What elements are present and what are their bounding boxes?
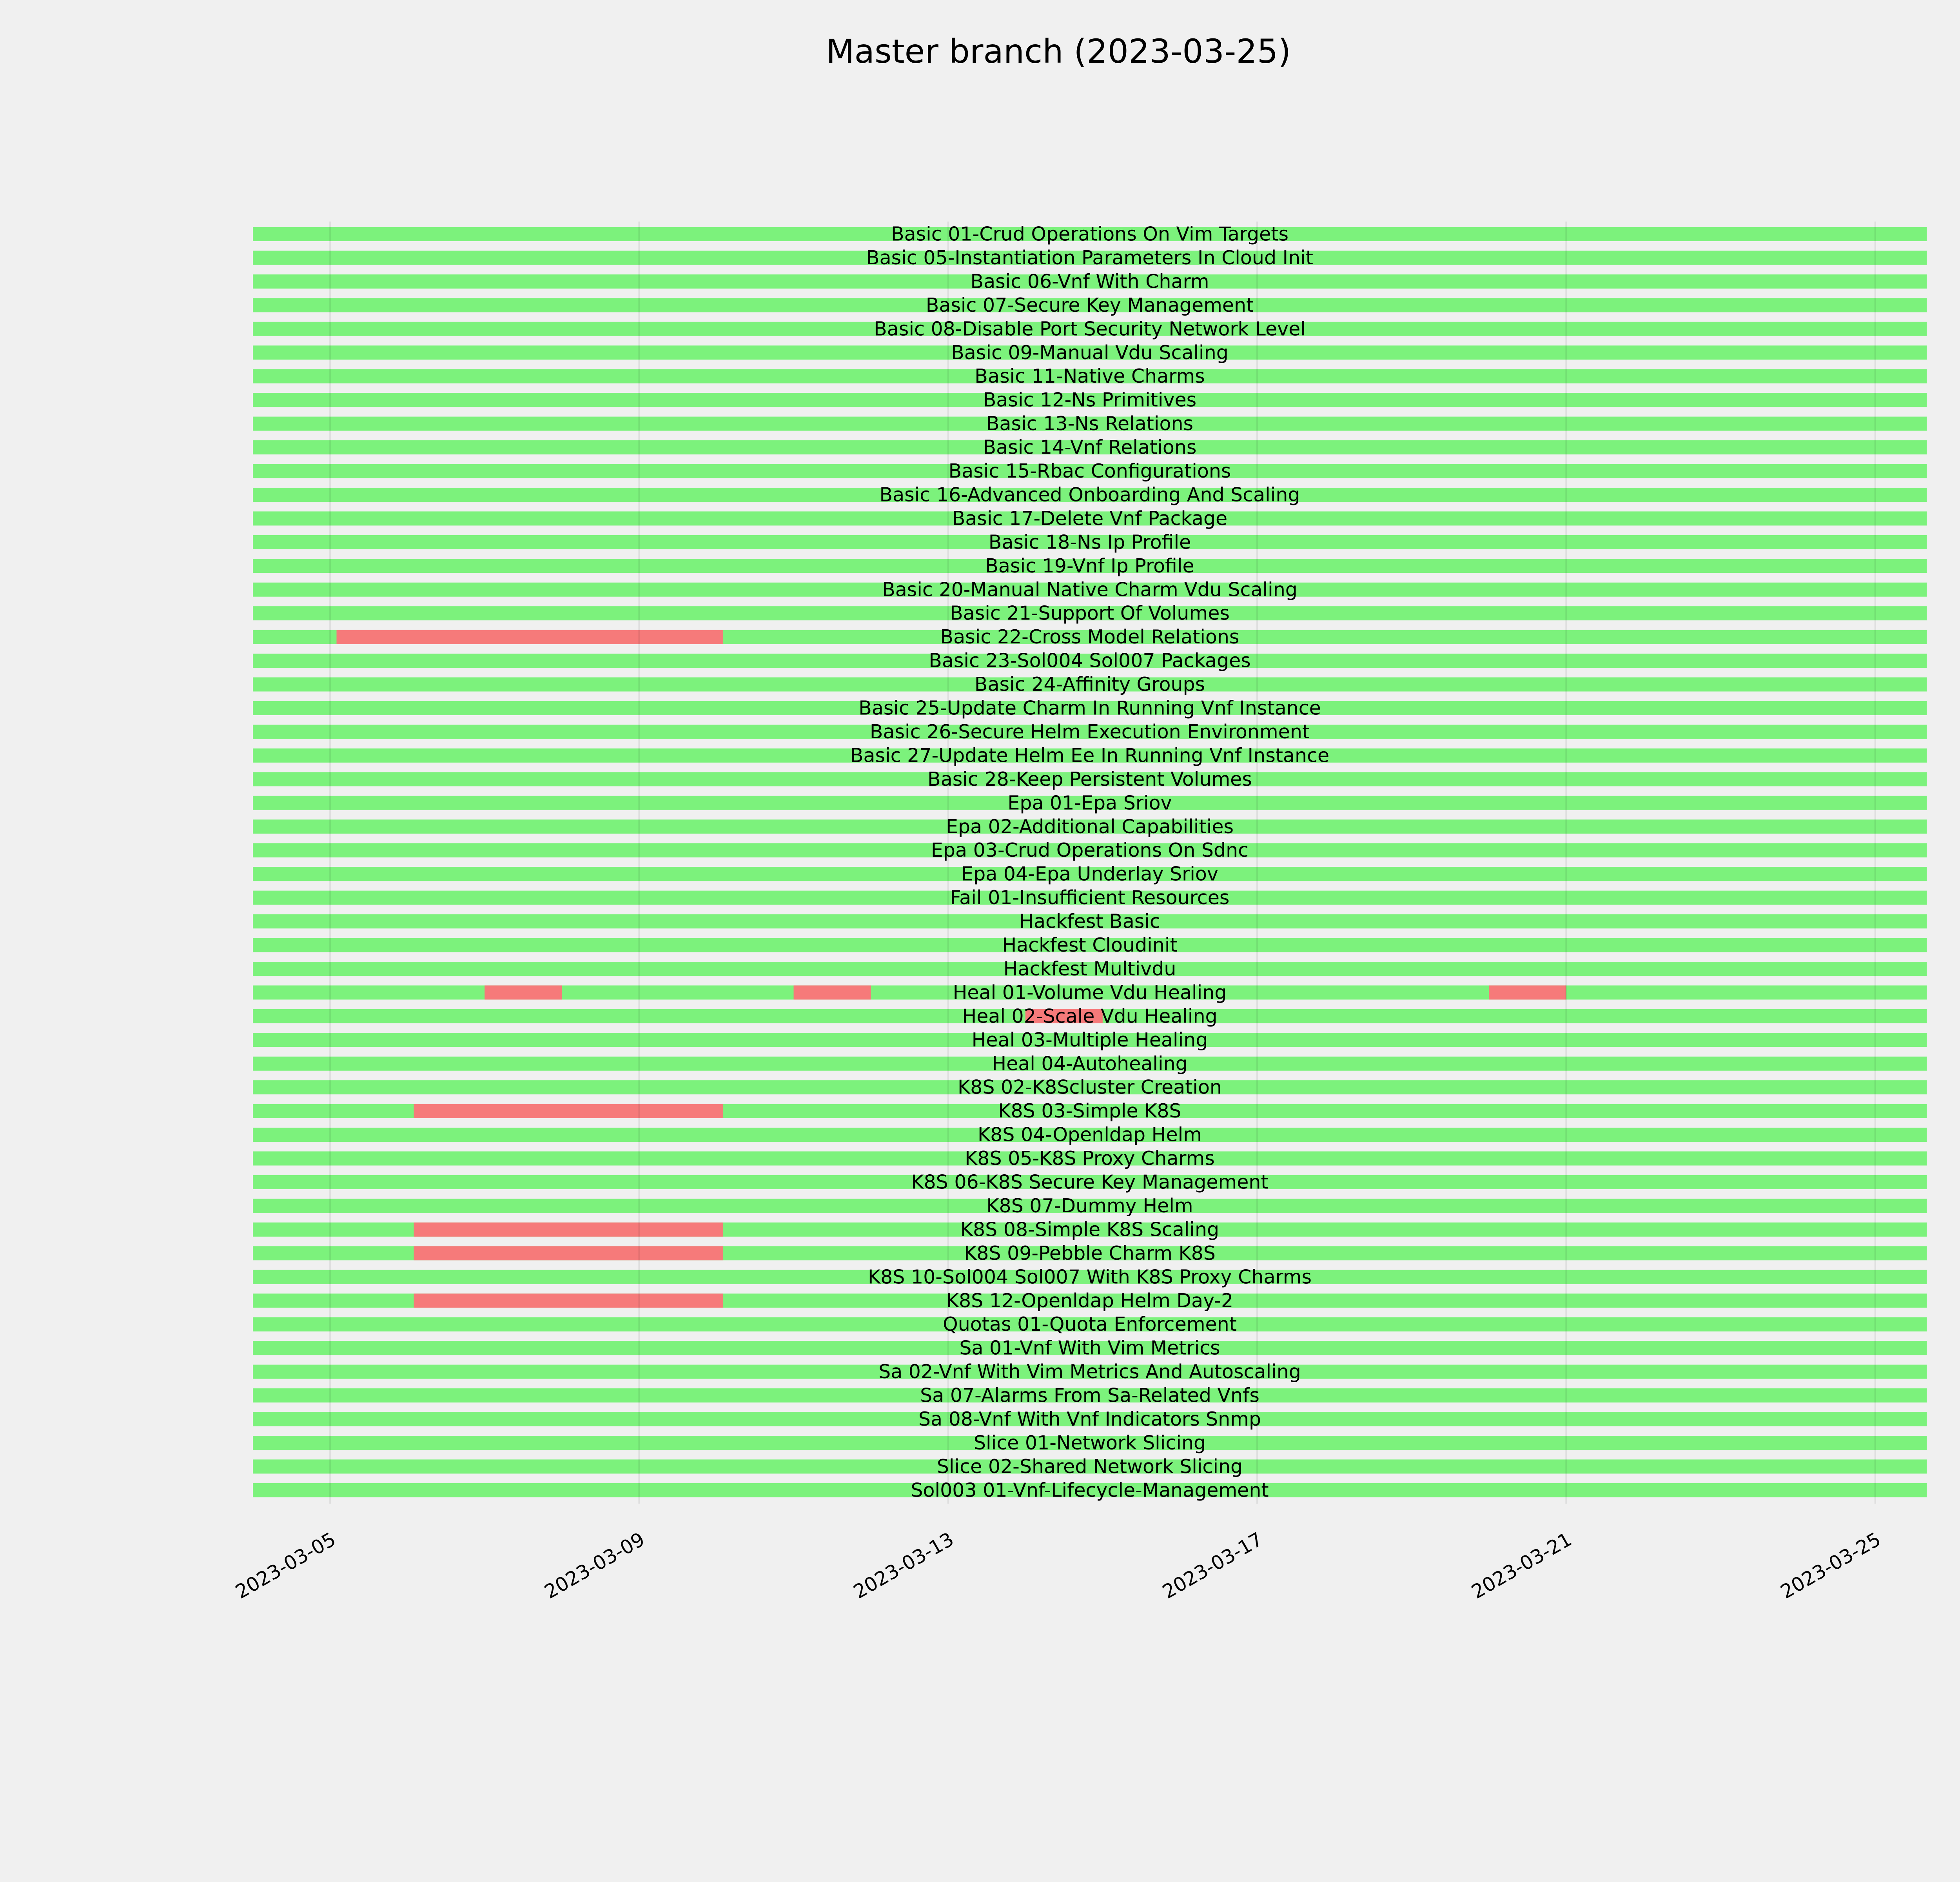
row-label: Basic 11-Native Charms <box>975 365 1205 388</box>
row-label: K8S 07-Dummy Helm <box>986 1194 1193 1217</box>
row-label: Quotas 01-Quota Enforcement <box>943 1313 1237 1336</box>
x-tick-label: 2023-03-17 <box>1158 1528 1267 1603</box>
row-label: Basic 07-Secure Key Management <box>926 294 1254 316</box>
row-label: Basic 22-Cross Model Relations <box>940 626 1240 649</box>
fail-bar <box>414 1223 723 1237</box>
x-tick-label: 2023-03-13 <box>849 1528 958 1603</box>
fail-bar <box>414 1293 723 1308</box>
row-label: K8S 06-K8S Secure Key Management <box>911 1171 1269 1194</box>
row-label: Sa 07-Alarms From Sa-Related Vnfs <box>920 1384 1259 1407</box>
row-label: Sa 01-Vnf With Vim Metrics <box>959 1337 1220 1359</box>
row-label: Sa 08-Vnf With Vnf Indicators Snmp <box>918 1408 1261 1430</box>
row-label: K8S 10-Sol004 Sol007 With K8S Proxy Charms <box>867 1266 1312 1288</box>
row-label: K8S 12-Openldap Helm Day-2 <box>946 1289 1234 1312</box>
row-label: Sol003 01-Vnf-Lifecycle-Management <box>911 1479 1269 1502</box>
row-label: K8S 02-K8Scluster Creation <box>958 1076 1222 1099</box>
row-label: Basic 09-Manual Vdu Scaling <box>951 341 1229 364</box>
row-label: Epa 01-Epa Sriov <box>1007 792 1172 814</box>
row-label: Basic 08-Disable Port Security Network Level <box>874 318 1306 340</box>
row-label: Basic 01-Crud Operations On Vim Targets <box>891 223 1289 245</box>
row-label: Heal 02-Scale Vdu Healing <box>962 1005 1218 1028</box>
row-label: Basic 19-Vnf Ip Profile <box>985 554 1194 577</box>
row-label: Slice 01-Network Slicing <box>973 1431 1206 1454</box>
fail-bar <box>414 1104 723 1118</box>
row-label: K8S 03-Simple K8S <box>998 1100 1181 1123</box>
row-label: K8S 05-K8S Proxy Charms <box>965 1147 1215 1170</box>
fail-bar <box>1489 985 1566 999</box>
row-label: Basic 24-Affinity Groups <box>974 673 1205 696</box>
x-tick-label: 2023-03-05 <box>231 1528 340 1603</box>
row-label: K8S 08-Simple K8S Scaling <box>960 1218 1220 1241</box>
row-label: Basic 23-Sol004 Sol007 Packages <box>929 649 1251 672</box>
row-label: Epa 03-Crud Operations On Sdnc <box>931 839 1249 862</box>
row-label: Basic 17-Delete Vnf Package <box>952 507 1228 530</box>
fail-bar <box>794 985 871 999</box>
row-label: Epa 04-Epa Underlay Sriov <box>961 863 1218 885</box>
row-label: Heal 01-Volume Vdu Healing <box>953 981 1227 1004</box>
row-label: Hackfest Cloudinit <box>1002 934 1178 956</box>
row-label: Basic 18-Ns Ip Profile <box>988 531 1191 554</box>
row-label: Hackfest Basic <box>1019 910 1160 933</box>
row-label: Basic 27-Update Helm Ee In Running Vnf Instance <box>850 744 1330 767</box>
row-label: Basic 12-Ns Primitives <box>983 389 1197 411</box>
row-label: K8S 04-Openldap Helm <box>977 1123 1202 1146</box>
row-label: Basic 20-Manual Native Charm Vdu Scaling <box>882 578 1298 601</box>
row-label: Epa 02-Additional Capabilities <box>946 815 1234 838</box>
row-label: Basic 05-Instantiation Parameters In Cloud Init <box>866 246 1313 269</box>
row-label: Slice 02-Shared Network Slicing <box>936 1455 1243 1478</box>
row-label: Basic 06-Vnf With Charm <box>970 270 1209 293</box>
x-tick-label: 2023-03-25 <box>1777 1528 1885 1603</box>
row-label: Basic 28-Keep Persistent Volumes <box>927 768 1252 790</box>
row-label: Basic 14-Vnf Relations <box>983 436 1197 459</box>
row-label: Basic 13-Ns Relations <box>986 412 1194 435</box>
row-label: Hackfest Multivdu <box>1003 957 1176 980</box>
row-label: Basic 16-Advanced Onboarding And Scaling <box>879 483 1300 506</box>
row-label: K8S 09-Pebble Charm K8S <box>964 1242 1216 1264</box>
chart-title: Master branch (2023-03-25) <box>826 32 1291 71</box>
row-label: Basic 21-Support Of Volumes <box>950 602 1230 625</box>
row-label: Sa 02-Vnf With Vim Metrics And Autoscaling <box>878 1361 1301 1383</box>
fail-bar <box>414 1246 723 1260</box>
row-label: Basic 26-Secure Helm Execution Environment <box>869 720 1310 743</box>
row-label: Heal 04-Autohealing <box>992 1052 1188 1075</box>
row-label: Basic 15-Rbac Configurations <box>948 460 1231 482</box>
fail-bar <box>485 985 562 999</box>
x-tick-label: 2023-03-21 <box>1468 1528 1576 1603</box>
row-label: Heal 03-Multiple Healing <box>971 1028 1208 1051</box>
fail-bar <box>337 630 723 644</box>
x-tick-label: 2023-03-09 <box>541 1528 649 1603</box>
row-label: Fail 01-Insufficient Resources <box>950 887 1230 909</box>
row-label: Basic 25-Update Charm In Running Vnf Instance <box>858 697 1321 719</box>
